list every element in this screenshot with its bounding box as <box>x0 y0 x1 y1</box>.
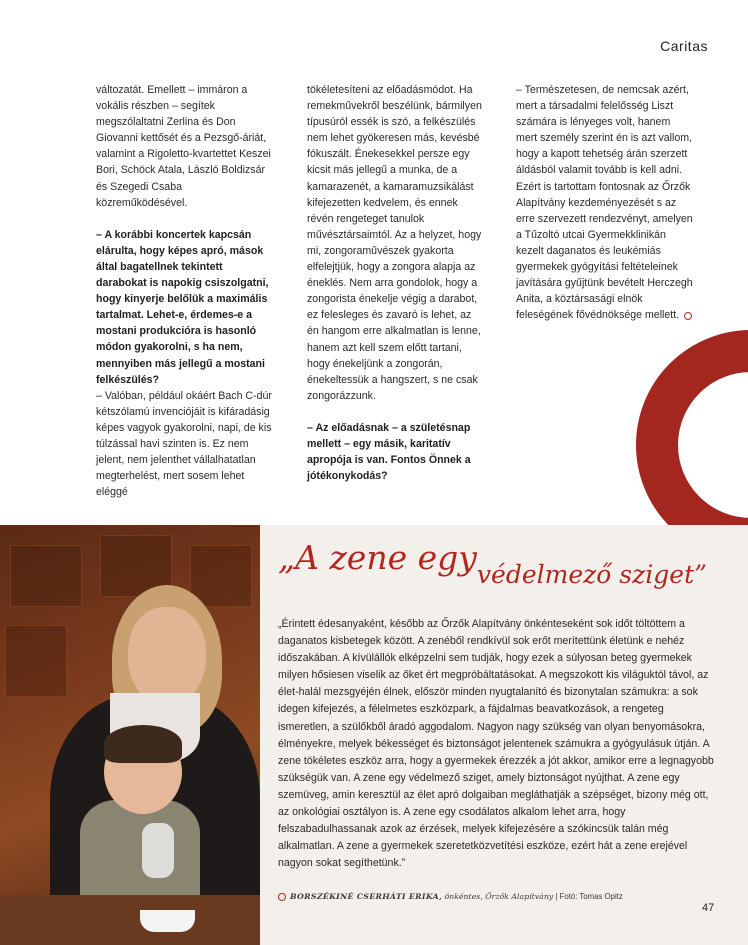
photo-caption <box>278 892 623 901</box>
body-paragraph: – Valóban, például okáért Bach C-dúr kétszólamú invenciójáit is kifáradásig képes vagyok gyakorolni, napi, de kis túlzással havi szinten is. Ez nem jelent, nem jelenthet vállalhatatlan megterhelést, mert sosem lehet eléggé <box>96 389 272 499</box>
caption-role: önkéntes, Őrzők Alapítvány <box>442 892 554 901</box>
interview-question: – A korábbi koncertek kapcsán elárulta, hogy képes apró, mások által bagatellnek tekintett darabokat is napokig csiszolgatni, hogy kinyerje belőlük a maximális tartalmat. Lehet-e, érdemes-e a mostani produkcióra is hasonló módon gyakorolni, s ha nem, mennyiben más jellegű a mostani felkészülés? <box>96 228 269 386</box>
article-column-1 <box>96 82 274 500</box>
photo-mother-and-child <box>0 525 260 945</box>
article-column-3 <box>516 82 694 323</box>
interview-question: – Az előadásnak – a születésnap mellett – egy másik, karitatív apropója is van. Fontos Önnek a jótékonykodás? <box>307 421 471 483</box>
caption-author: BORSZÉKINÉ CSERHÁTI ERIKA, <box>290 892 442 901</box>
section-label: Caritas <box>660 38 708 54</box>
body-paragraph: – Természetesen, de nemcsak azért, mert a társadalmi felelősség Liszt számára is lényeges volt, hanem mert személy szerint én is azt vallom, hogy a kapott tehetség árán szerzett áldásból valamit tovább is kell adni. Ezért is tartottam fontosnak az Őrzők Alapítvány kezdeményezését s az erre szervezett rendezvényt, amelyen a Tűzoltó utcai Gyermekklinikán kezelt daganatos és leukémiás gyermekek gyógyítási feltételeinek javítására gyűjtünk bevételt Herczegh Anita, a köztársasági elnök feleségének fővédnöksége mellett. <box>516 84 693 322</box>
end-mark-icon <box>684 312 692 320</box>
body-paragraph: tökéletesíteni az előadásmódot. Ha remekművekről beszélünk, bármilyen típusúról essék is szó, a felkészülés nem lehet gyökeresen más, kevésbé fókuszált. Énekesekkel persze egy kicsit más jellegű a munka, de a kamarazenét, a kamaramuzsikálást kifejezetten kedvelem, és ennek révén rengeteget tanulok művésztársaimtól. Az a helyzet, hogy mi, zongoraművészek gyakorta elfelejtjük, hogy a zongora alapja az éneklés. Nem arra gondolok, hogy a zongorista énekelje végig a darabot, ez felesleges és zavaró is lehet, az én hangom erre alkalmatlan is lenne, hanem azt kell szem előtt tartani, hogy énekeljünk a zongorán, énekeltessük a hangszert, s ne csak zongorázzunk. <box>307 84 482 402</box>
body-paragraph: változatát. Emellett – immáron a vokális részben – segítek megszólaltatni Zerlina és Don Giovanni kettősét és a Pezsgő-áriát, valamint a Rigoletto-kvartettet Keszei Bori, Schöck Atala, László Boldizsár és Szegedi Csaba közreműködésével. <box>96 84 271 209</box>
quote-body: „Érintett édesanyaként, később az Őrzők Alapítvány önkénteseként sok időt töltöttem a daganatos kisbetegek között. A zenéből rendkívül sok erőt merítettünk életünk e nehéz időszakában. A kívülállók elképzelni sem tudják, hogy ezek a súlyosan beteg gyermekek milyen hősiesen viselik az őket ért megpróbáltatásokat. A megszokott kis világuktól távol, az élet-halál mezsgyéjén élnek, először minden nyugtalanító és bizonytalan számukra: a sok idegen kifejezés, a félelmetes eszközpark, a fájdalmas beavatkozások, a rengeteg ismeretlen, a szülőkből áradó aggodalom. Nagyon nagy szükség van olyan benyomásokra, élményekre, melyek békességet és biztonságot jelentenek számukra a gyógyulásuk útján. A zene tökéletes eszköz arra, hogy a gyermekek érezzék a jót akkor, amikor erre a legnagyobb szükségük van. A zene egy védelmező sziget, amely biztonságot nyújthat. A zene egy szemüveg, amin keresztül az élet apró dolgaiban megláthatják a szépséget, bizony még ott, az onkológiai osztályon is. A zene egy csodálatos alkalom lehet arra, hogy felszabadulhassanak azok az érzések, melyek kifejezésére a szókincsük talán még alkalmatlan. A zene a gyermekek szeretetközvetítési eszköze, ezért hát a zene erejével nagyon sokat segíthetünk.” <box>278 618 714 870</box>
quote-title-part-2: védelmező sziget” <box>476 560 707 589</box>
page-number: 47 <box>702 902 715 914</box>
article-column-2 <box>307 82 485 484</box>
caption-credit: | Fotó: Tomas Opitz <box>553 892 623 901</box>
circle-bullet-icon <box>278 893 286 901</box>
quote-title <box>278 538 707 589</box>
quote-title-part-1: „A zene egy <box>278 538 477 577</box>
